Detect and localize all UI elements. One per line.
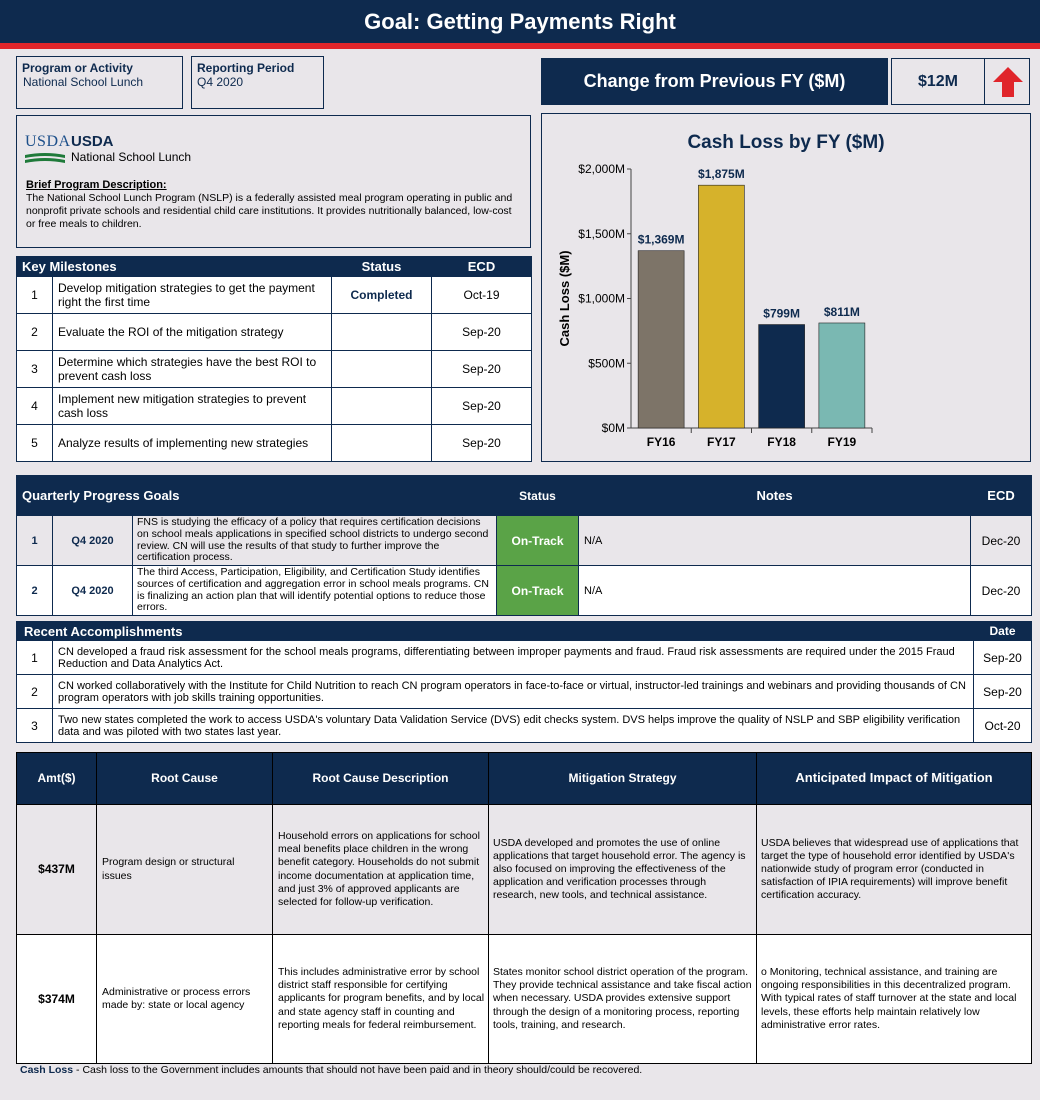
milestone-text: Evaluate the ROI of the mitigation strategy: [53, 314, 332, 351]
chart-bar: [819, 323, 865, 428]
root-desc: This includes administrative error by school district staff responsible for certifying applicants for program benefits, and by local and state agency staff in counting and reporting meals for federal reimbursement.: [273, 935, 489, 1064]
root-desc: Household errors on applications for school meal benefits place children in the wrong benefit category. Households do not submit income documentation at application time, and just 3% of approved applicants are selected for follow-up verification.: [273, 805, 489, 935]
y-tick-label: $1,500M: [578, 226, 625, 241]
description-text: The National School Lunch Program (NSLP) is a federally assisted meal program operating in public and nonprofit private schools and residential child care institutions. It provides nutritionally balanced, low-cost or free meals to children.: [26, 192, 513, 230]
milestones-status-header: Status: [332, 257, 432, 277]
period-box: [191, 56, 324, 109]
milestone-text: Analyze results of implementing new strategies: [53, 425, 332, 462]
root-amt: $437M: [17, 805, 97, 935]
program-description-box: [16, 115, 531, 248]
page-title: Goal: Getting Payments Right: [0, 0, 1040, 43]
period-label: Reporting Period: [197, 61, 295, 75]
root-desc-header: Root Cause Description: [273, 753, 489, 805]
quarterly-text: FNS is studying the efficacy of a policy that requires certification decisions on school meals applications in specified school districts to undergo second review. CN will use the results of that study to further improve the certification process.: [133, 516, 497, 566]
accomplishment-text: Two new states completed the work to access USDA's voluntary Data Validation Service (DVS) edit checks system. DVS helps improve the quality of NSLP and SBP eligibility verification data and was piloted with two states last year.: [53, 709, 974, 743]
quarterly-ecd: Dec-20: [971, 566, 1032, 616]
milestone-num: 3: [17, 351, 53, 388]
data-label: $1,875M: [698, 167, 745, 182]
root-mitigation-header: Mitigation Strategy: [489, 753, 757, 805]
accomplishment-date: Oct-20: [974, 709, 1032, 743]
period-value: Q4 2020: [197, 75, 244, 89]
quarterly-notes: N/A: [579, 566, 971, 616]
accomplishments-date-header: Date: [974, 622, 1032, 641]
accomplishment-num: 2: [17, 675, 53, 709]
milestone-row: [17, 388, 532, 425]
milestone-row: [17, 425, 532, 462]
chart-bar: [759, 325, 805, 428]
root-impact-header: Anticipated Impact of Mitigation: [757, 753, 1032, 805]
milestone-text: Implement new mitigation strategies to prevent cash loss: [53, 388, 332, 425]
milestone-row: [17, 351, 532, 388]
root-impact: o Monitoring, technical assistance, and training are ongoing responsibilities in this decentralized program. With typical rates of staff turnover at the state and local levels, these efforts help maintain relatively low administrative error rates.: [757, 935, 1032, 1064]
chart-bar: [638, 251, 684, 428]
y-tick-label: $0M: [601, 421, 625, 435]
quarterly-ecd: Dec-20: [971, 516, 1032, 566]
quarterly-text: The third Access, Participation, Eligibility, and Certification Study identifies sources of certification and aggregation error in school meals programs. CN is finalizing an action plan that will identify potential options to reduce those errors.: [133, 566, 497, 616]
description-label: Brief Program Description:: [26, 179, 167, 191]
usda-logo-text: USDA: [25, 133, 71, 150]
milestone-num: 1: [17, 277, 53, 314]
accomplishment-num: 1: [17, 641, 53, 675]
quarterly-quarter: Q4 2020: [53, 516, 133, 566]
root-impact: USDA believes that widespread use of applications that target the type of household error identified by USDA's nationwide study of program error (conducted in satisfaction of IPIA requirements) will improve benefit certification accuracy.: [757, 805, 1032, 935]
quarterly-num: 1: [17, 516, 53, 566]
y-tick-label: $500M: [588, 356, 625, 371]
status-badge: On-Track: [332, 425, 432, 462]
data-label: $811M: [823, 304, 860, 319]
data-label: $799M: [763, 306, 800, 321]
program-value: National School Lunch: [23, 75, 144, 89]
milestone-num: 5: [17, 425, 53, 462]
status-badge: On-Track: [497, 566, 579, 616]
status-badge: On-Track: [332, 388, 432, 425]
root-mitigation: States monitor school district operation of the program. They provide technical assistance and take fiscal action when necessary. USDA provides extensive support through the design of a monitoring process, reporting tools, training, and research.: [489, 935, 757, 1064]
accomplishment-num: 3: [17, 709, 53, 743]
footnote-text: - Cash loss to the Government includes amounts that should not have been paid and in theory should/could be recovered.: [73, 1064, 643, 1076]
x-tick-label: FY18: [767, 435, 796, 449]
root-amt: $374M: [17, 935, 97, 1064]
root-cause-row: [17, 935, 1032, 1064]
cash-loss-chart: [541, 113, 1031, 462]
milestone-text: Develop mitigation strategies to get the payment right the first time: [53, 277, 332, 314]
accomplishment-date: Sep-20: [974, 641, 1032, 675]
root-cause: Program design or structural issues: [97, 805, 273, 935]
data-label: $1,369M: [637, 232, 685, 247]
y-tick-label: $2,000M: [578, 162, 625, 176]
x-tick-label: FY19: [827, 435, 857, 449]
milestone-text: Determine which strategies have the best ROI to prevent cash loss: [53, 351, 332, 388]
quarterly-row: [17, 516, 1032, 566]
usda-logo-swoosh: [25, 152, 65, 164]
y-axis-label: Cash Loss ($M): [557, 250, 572, 347]
accomplishment-row: [17, 641, 1032, 675]
x-tick-label: FY17: [707, 435, 736, 449]
quarterly-goals-table: [16, 475, 1032, 616]
status-badge: On-Track: [332, 314, 432, 351]
milestone-num: 4: [17, 388, 53, 425]
quarterly-row: [17, 566, 1032, 616]
arrow-up-icon: [992, 66, 1024, 98]
milestone-num: 2: [17, 314, 53, 351]
root-cause-header: Root Cause: [97, 753, 273, 805]
quarterly-quarter: Q4 2020: [53, 566, 133, 616]
change-value: $12M: [892, 59, 985, 104]
milestones-title: Key Milestones: [17, 257, 332, 277]
chart-title: Cash Loss by FY ($M): [687, 132, 885, 153]
x-tick-label: FY16: [646, 435, 676, 449]
accomplishment-date: Sep-20: [974, 675, 1032, 709]
milestone-ecd: Oct-19: [432, 277, 532, 314]
root-amt-header: Amt($): [17, 753, 97, 805]
quarterly-notes: N/A: [579, 516, 971, 566]
change-value-box: [891, 58, 1030, 105]
accomplishment-text: CN worked collaboratively with the Institute for Child Nutrition to reach CN program operators in face-to-face or virtual, instructor-led trainings and webinars and providing thousands of CN program operators with job skills training opportunities.: [53, 675, 974, 709]
milestone-ecd: Sep-20: [432, 351, 532, 388]
footnote-term: Cash Loss: [20, 1064, 74, 1076]
header-stripe: [0, 43, 1040, 49]
quarterly-ecd-header: ECD: [971, 476, 1032, 516]
chart-bar: [698, 185, 744, 428]
root-cause-table: [16, 752, 1032, 1064]
status-badge: On-Track: [497, 516, 579, 566]
agency-program-name: National School Lunch: [71, 150, 192, 164]
program-label: Program or Activity: [22, 61, 133, 75]
chart-svg: [542, 114, 1030, 461]
status-badge: On-Track: [332, 351, 432, 388]
milestone-row: [17, 277, 532, 314]
accomplishment-text: CN developed a fraud risk assessment for the school meals programs, differentiating between improper payments and fraud. Fraud risk assessments are required under the 2015 Fraud Reduction and Data Analytics Act.: [53, 641, 974, 675]
status-badge: Completed: [332, 277, 432, 314]
agency-name: USDA: [71, 133, 114, 150]
root-cause-row: [17, 805, 1032, 935]
quarterly-notes-header: Notes: [579, 476, 971, 516]
accomplishment-row: [17, 709, 1032, 743]
milestone-ecd: Sep-20: [432, 388, 532, 425]
change-label: Change from Previous FY ($M): [541, 58, 888, 105]
footnote: [20, 1064, 642, 1076]
milestone-row: [17, 314, 532, 351]
milestones-table: [16, 256, 532, 462]
accomplishments-table: [16, 621, 1032, 743]
milestone-ecd: Sep-20: [432, 425, 532, 462]
y-tick-label: $1,000M: [578, 291, 625, 306]
milestone-ecd: Sep-20: [432, 314, 532, 351]
milestones-ecd-header: ECD: [432, 257, 532, 277]
usda-logo: [25, 133, 71, 167]
accomplishment-row: [17, 675, 1032, 709]
root-cause: Administrative or process errors made by: state or local agency: [97, 935, 273, 1064]
quarterly-num: 2: [17, 566, 53, 616]
accomplishments-title: Recent Accomplishments: [17, 622, 974, 641]
quarterly-status-header: Status: [497, 476, 579, 516]
program-box: [16, 56, 183, 109]
quarterly-title: Quarterly Progress Goals: [17, 476, 497, 516]
root-mitigation: USDA developed and promotes the use of online applications that target household error. The agency is also focused on improving the effectiveness of the application and verification processes through research, new tools, and technical assistance.: [489, 805, 757, 935]
